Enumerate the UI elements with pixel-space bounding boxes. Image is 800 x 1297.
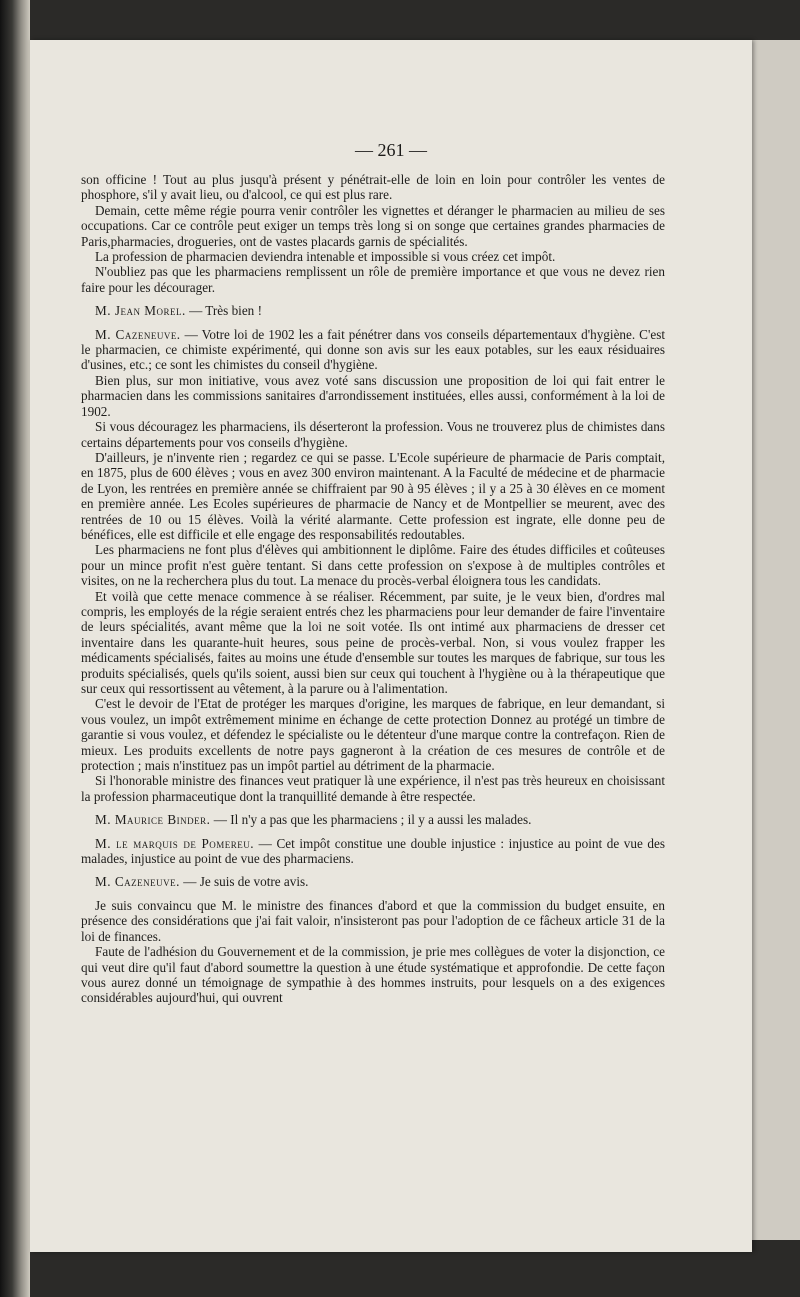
speech-text: — Très bien ! — [185, 303, 262, 319]
paragraph: Les pharmaciens ne font plus d'élèves qui ambitionnent le diplôme. Faire des études difficiles et coûteuses pour un mince profit n'est guère tentant. Si dans cette profession on s'expose à de multiples contrôles et visites, on ne la recherchera plus du tout. La menace du procès-verbal éloignera tous les candidats. — [81, 542, 665, 589]
speech-line — [81, 303, 665, 318]
book-spine-shadow — [0, 0, 30, 1297]
document-page — [30, 40, 752, 1252]
paragraph: Si vous découragez les pharmaciens, ils déserteront la profession. Vous ne trouverez plus de chimistes dans certains départements pour vos conseils d'hygiène. — [81, 419, 665, 450]
page-number: — 261 — — [355, 140, 427, 160]
speaker-name: M. Cazeneuve. — [95, 326, 181, 342]
speech-line — [81, 836, 665, 867]
paragraph: Demain, cette même régie pourra venir contrôler les vignettes et déranger le pharmacien au milieu de ses occupations. Car ce contrôle peut exiger un temps très long si on songe que certaines grandes pharmacies de Paris,pharmacies, drogueries, ont de vastes placards garnis de spécialités. — [81, 202, 665, 249]
paragraph: C'est le devoir de l'Etat de protéger les marques d'origine, les marques de fabrique, en leur demandant, si vous voulez, un impôt extrêmement minime en échange de cette protection Donnez au protégé un timbre de garantie si vous voulez, et défendez le spécialiste ou le détenteur d'une marque contre la contrefaçon. Rien de mieux. Les produits excellents de notre pays gagneront à la création de ces mesures de contrôle et de protection ; mais n'instituez pas un impôt partiel au détriment de la pharmacie. — [81, 696, 665, 774]
speaker-name: M. Cazeneuve. — [95, 874, 180, 890]
speaker-name: M. Jean Morel. — [95, 303, 186, 319]
speaker-name: M. Maurice Binder. — [95, 812, 211, 828]
paragraph: Et voilà que cette menace commence à se réaliser. Récemment, par suite, je le veux bien, d'ordres mal compris, les employés de la régie seraient entrés chez les pharmaciens pour leur demander de faire l'inventaire de leurs spécialités, avant même que la loi ne soit votée. Ils ont intimé aux pharmaciens de dresser cet inventaire dans les quarante-huit heures, sous peine de procès-verbal. Non, si vous voulez frapper les médicaments spécialisés, faites au moins une étude d'ensemble sur toutes les marques de fabrique, sur tous les produits spécialisés, quels qu'ils soient, aussi bien sur ceux qui touchent à l'hygiène ou à la thérapeutique que sur ceux qui ressortissent au vêtement, à la parure ou à l'alimentation. — [81, 588, 665, 696]
speech-line — [81, 327, 665, 373]
paragraph: La profession de pharmacien deviendra intenable et impossible si vous créez cet impôt. — [95, 249, 556, 265]
paragraph: Faute de l'adhésion du Gouvernement et de la commission, je prie mes collègues de voter la disjonction, ce qui veut dire qu'il faut d'abord soumettre la question à une étude systématique et approfondie. De cette façon vous aurez donné un témoignage de sympathie à des hommes instruits, pour lesquels on a des exigences considérables aujourd'hui, qui ouvrent — [81, 944, 665, 1006]
paragraph: son officine ! Tout au plus jusqu'à présent y pénétrait-elle de loin en loin pour contrôler les ventes de phosphore, s'il y avait lieu, ou d'alcool, ce qui est plus rare. — [81, 172, 665, 203]
paragraph: Je suis convaincu que M. le ministre des finances d'abord et que la commission du budget ensuite, en présence des considérations que j'ai fait valoir, n'insisteront pas pour l'adoption de ce fâcheux article 31 de la loi de finances. — [81, 897, 665, 944]
speech-text: — Il n'y a pas que les pharmaciens ; il y a aussi les malades. — [210, 812, 532, 828]
speech-text: — Votre loi de 1902 les a fait pénétrer dans vos conseils départementaux d'hygiène. C'est le pharmacien, ce chimiste expérimenté, qui donne son avis sur les eaux potables, sur les eaux résiduaires d'usines, etc.; ce sont les chimistes du conseil d'hygiène. — [81, 326, 665, 373]
speech-text: — Je suis de votre avis. — [179, 874, 309, 890]
speaker-name: M. le marquis de Pomereu. — [95, 835, 255, 851]
body-text — [81, 172, 665, 1006]
speech-text: — Cet impôt constitue une double injustice : injustice au point de vue des malades, injustice au point de vue des pharmaciens. — [81, 835, 666, 867]
paragraph: Bien plus, sur mon initiative, vous avez voté sans discussion une proposition de loi qui fait entrer le pharmacien dans les commissions sanitaires d'arrondissement instituées, elles aussi, conformément à la loi de 1902. — [81, 372, 665, 419]
paragraph: D'ailleurs, je n'invente rien ; regardez ce qui se passe. L'Ecole supérieure de pharmacie de Paris comptait, en 1875, plus de 600 élèves ; vous en avez 300 environ maintenant. A la Faculté de médecine et de pharmacie de Lyon, les rentrées en première année se chiffraient par 90 à 95 élèves ; il y a 25 à 30 élèves en ce moment en première année. Les Ecoles supérieures de pharmacie de Nancy et de Montpellier se meurent, avec des rentrées de 10 ou 15 élèves. Voilà la vérité alarmante. Cette profession est ingrate, elle donne peu de bénéfices, elle est difficile et elle engage des responsabilités redoutables. — [81, 449, 665, 542]
speech-line — [81, 812, 665, 827]
speech-line — [81, 874, 665, 889]
paragraph: N'oubliez pas que les pharmaciens remplissent un rôle de première importance et que vous ne devez rien faire pour les décourager. — [81, 264, 665, 295]
paragraph: Si l'honorable ministre des finances veut pratiquer là une expérience, il n'est pas très heureux en choisissant la profession pharmaceutique dont la tranquillité demande à être respectée. — [81, 773, 665, 804]
